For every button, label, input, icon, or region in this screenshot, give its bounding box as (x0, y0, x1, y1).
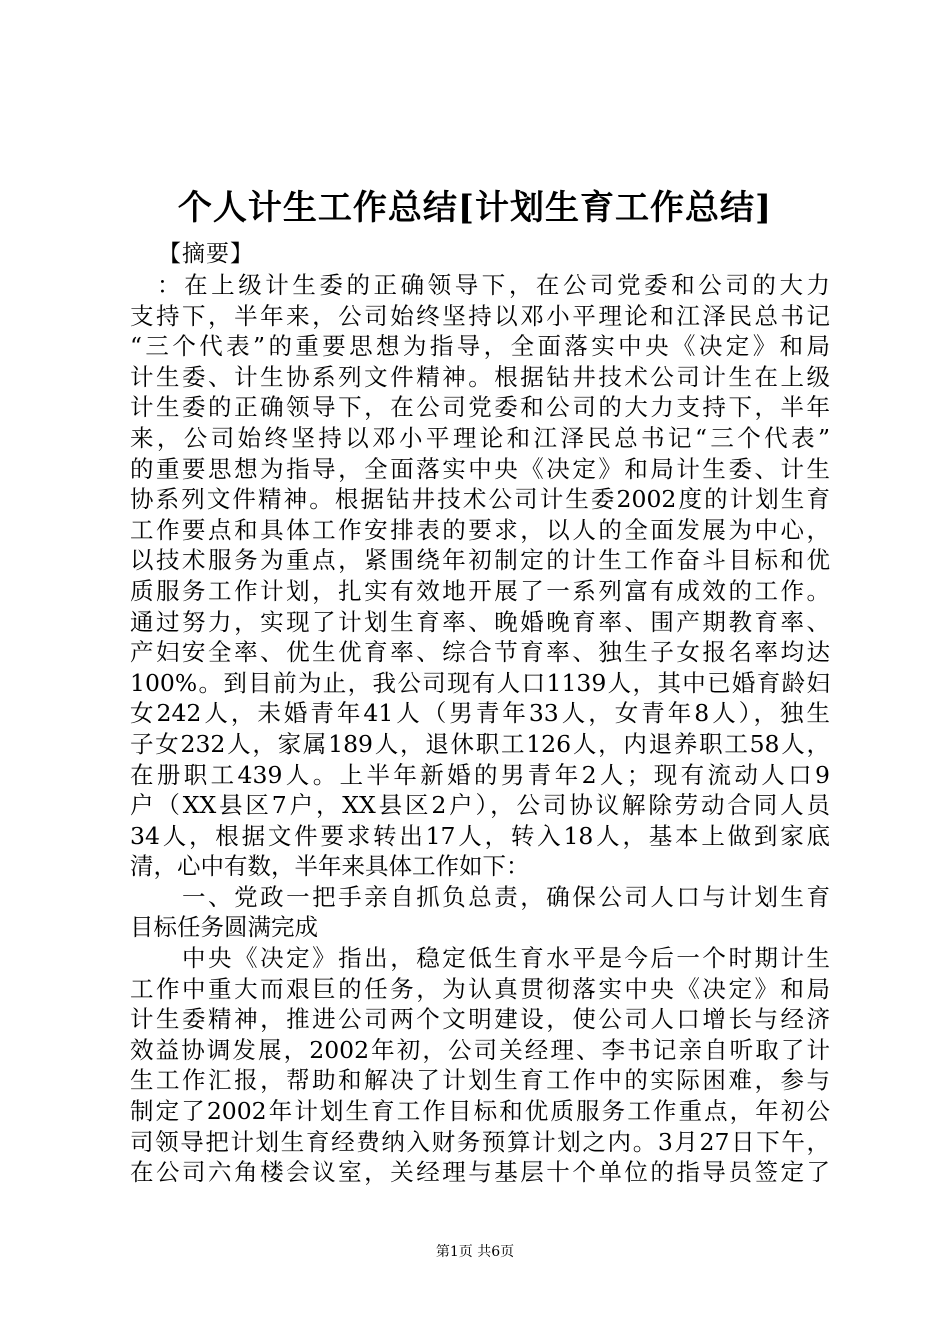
text-line: 在公司六角楼会议室，关经理与基层十个单位的指导员签定了 (130, 1158, 830, 1187)
text-line: 户（XX县区7户，XX县区2户），公司协议解除劳动合同人员 (130, 791, 830, 820)
text-line: 工作要点和具体工作安排表的要求，以人的全面发展为中心， (130, 515, 830, 544)
text-line: 子女232人，家属189人，退休职工126人，内退养职工58人， (130, 729, 830, 758)
text-line: 在册职工439人。上半年新婚的男青年2人；现有流动人口9 (130, 760, 830, 789)
text-line: 计生委精神，推进公司两个文明建设，使公司人口增长与经济 (130, 1005, 830, 1034)
text-line: “三个代表”的重要思想为指导，全面落实中央《决定》和局 (130, 332, 830, 361)
text-line: 一、党政一把手亲自抓负总责，确保公司人口与计划生育 (130, 882, 830, 911)
text-line: 34人，根据文件要求转出17人，转入18人，基本上做到家底 (130, 821, 830, 850)
text-line: 计生委的正确领导下，在公司党委和公司的大力支持下，半年 (130, 393, 830, 422)
text-line: 质服务工作计划，扎实有效地开展了一系列富有成效的工作。 (130, 576, 830, 605)
text-line: 来，公司始终坚持以邓小平理论和江泽民总书记“三个代表” (130, 423, 830, 452)
text-line: 工作中重大而艰巨的任务，为认真贯彻落实中央《决定》和局 (130, 974, 830, 1003)
text-line: 支持下，半年来，公司始终坚持以邓小平理论和江泽民总书记 (130, 301, 830, 330)
text-line: 通过努力，实现了计划生育率、晚婚晚育率、围产期教育率、 (130, 607, 830, 636)
text-line: 协系列文件精神。根据钻井技术公司计生委2002度的计划生育 (130, 485, 830, 514)
body-text (130, 270, 830, 1188)
text-line: 的重要思想为指导，全面落实中央《决定》和局计生委、计生 (130, 454, 830, 483)
text-line: 100%。到目前为止，我公司现有人口1139人，其中已婚育龄妇 (130, 668, 830, 697)
text-line: 产妇安全率、优生优育率、综合节育率、独生子女报名率均达 (130, 638, 830, 667)
text-line: ：在上级计生委的正确领导下，在公司党委和公司的大力 (130, 271, 830, 299)
text-line: 中央《决定》指出，稳定低生育水平是今后一个时期计生 (130, 944, 830, 973)
text-line: 效益协调发展，2002年初，公司关经理、李书记亲自听取了计 (130, 1035, 830, 1064)
abstract-label: 【摘要】 (158, 241, 254, 267)
text-line: 以技术服务为重点，紧围绕年初制定的计生工作奋斗目标和优 (130, 546, 830, 575)
text-line: 清，心中有数，半年来具体工作如下： (130, 852, 530, 881)
text-line: 制定了2002年计划生育工作目标和优质服务工作重点，年初公 (130, 1097, 830, 1126)
document-title: 个人计生工作总结[计划生育工作总结] (177, 188, 773, 228)
text-line: 目标任务圆满完成 (130, 913, 318, 942)
text-line: 计生委、计生协系列文件精神。根据钻井技术公司计生在上级 (130, 362, 830, 391)
text-line: 女242人，未婚青年41人（男青年33人，女青年8人），独生 (130, 699, 830, 728)
text-line: 生工作汇报，帮助和解决了计划生育工作中的实际困难，参与 (130, 1066, 830, 1095)
text-line: 司领导把计划生育经费纳入财务预算计划之内。3月27日下午， (130, 1127, 830, 1156)
page-footer: 第1页 共6页 (435, 1244, 515, 1260)
